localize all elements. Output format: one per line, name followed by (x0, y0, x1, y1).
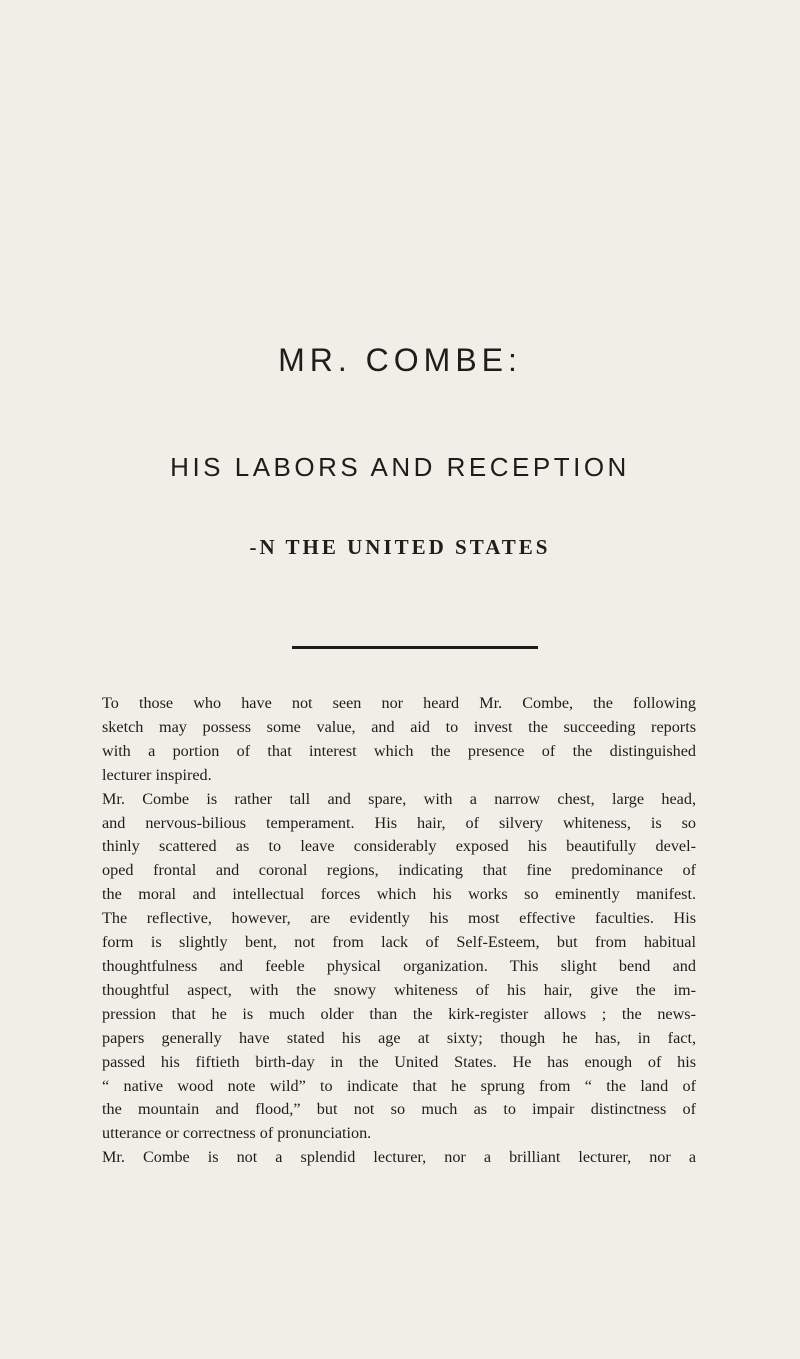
text-line: thoughtfulness and feeble physical organization. This slight bend and (102, 956, 696, 975)
text-line: pression that he is much older than the kirk-register allows ; the news- (102, 1004, 696, 1023)
text-line: sketch may possess some value, and aid to invest the succeeding reports (102, 717, 696, 736)
text-line: Mr. Combe is not a splendid lecturer, nor a brilliant lecturer, nor a (102, 1148, 696, 1167)
page-subtitle: HIS LABORS AND RECEPTION (170, 452, 630, 482)
text-line: The reflective, however, are evidently his most effective faculties. His (102, 909, 696, 928)
text-line: papers generally have stated his age at sixty; though he has, in fact, (102, 1028, 696, 1047)
paragraph-1 (102, 692, 696, 788)
text-line: thoughtful aspect, with the snowy whiteness of his hair, give the im- (102, 980, 696, 999)
paragraph-2 (102, 788, 696, 1147)
text-line: Mr. Combe is rather tall and spare, with a narrow chest, large head, (102, 789, 696, 808)
text-line: thinly scattered as to leave considerably exposed his beautifully devel- (102, 837, 696, 856)
text-line: the moral and intellectual forces which his works so eminently manifest. (102, 885, 696, 904)
text-line: oped frontal and coronal regions, indicating that fine predominance of (102, 861, 696, 880)
paragraph-3 (102, 1146, 696, 1170)
text-line: and nervous-bilious temperament. His hair, of silvery whiteness, is so (102, 813, 696, 832)
text-line: passed his fiftieth birth-day in the United States. He has enough of his (102, 1052, 696, 1071)
body-text (102, 692, 696, 1170)
section-divider (292, 646, 538, 649)
text-line: “ native wood note wild” to indicate that he sprung from “ the land of (102, 1076, 696, 1095)
text-line: form is slightly bent, not from lack of Self-Esteem, but from habitual (102, 933, 696, 952)
page-title: MR. COMBE: (278, 342, 522, 378)
text-line: lecturer inspired. (102, 765, 212, 784)
text-line: with a portion of that interest which the presence of the distinguished (102, 741, 696, 760)
page-subtitle-location: -N THE UNITED STATES (249, 535, 551, 559)
text-line: utterance or correctness of pronunciation. (102, 1124, 372, 1143)
text-line: To those who have not seen nor heard Mr. Combe, the following (102, 694, 696, 712)
text-line: the mountain and flood,” but not so much as to impair distinctness of (102, 1100, 696, 1119)
